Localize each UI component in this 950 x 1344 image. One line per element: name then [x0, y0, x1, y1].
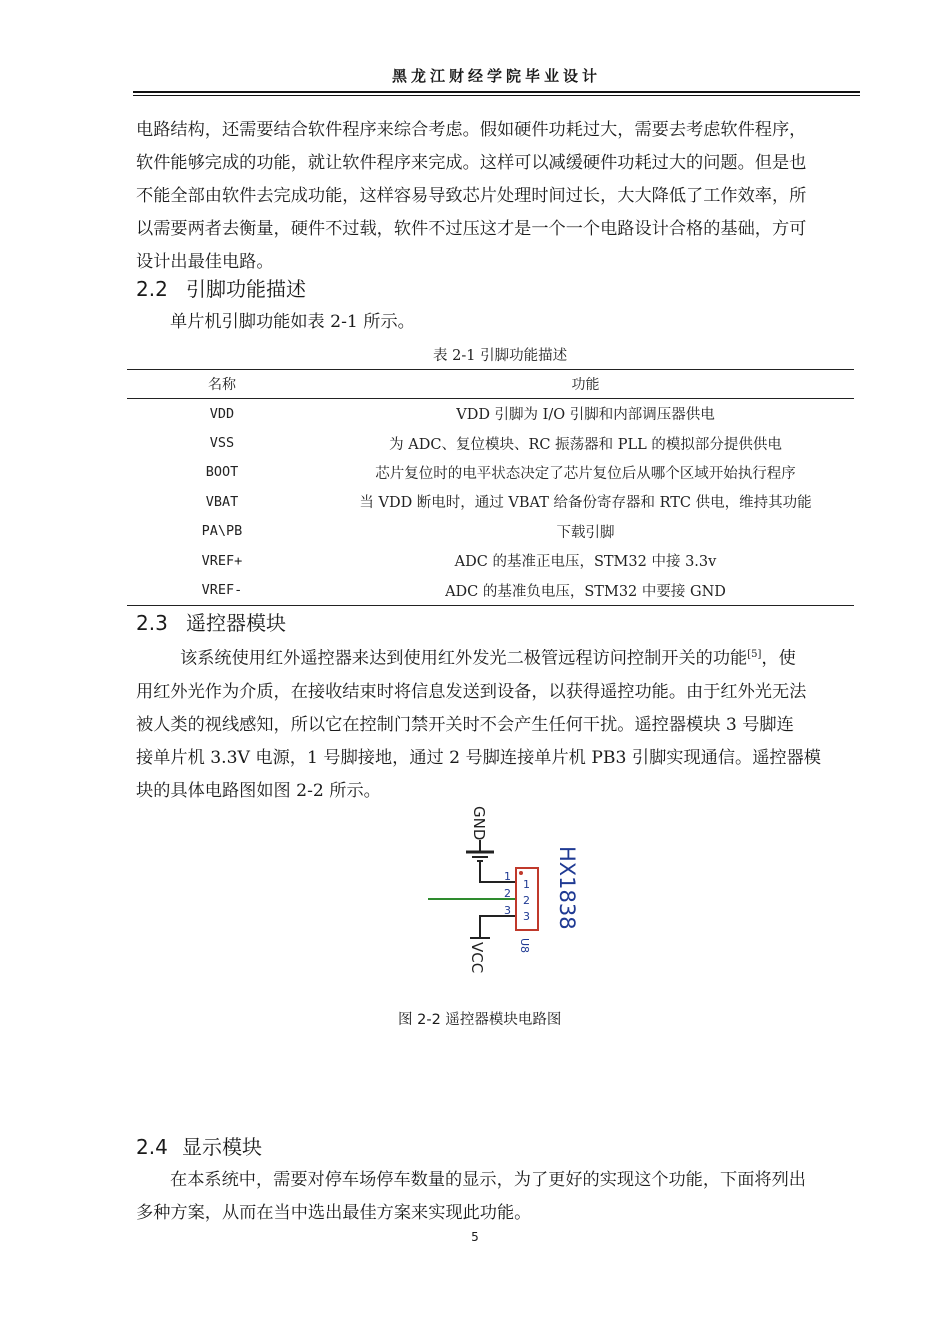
table-row	[127, 399, 854, 429]
pin-function-cell: ADC 的基准正电压，STM32 中接 3.3v	[454, 554, 717, 571]
pin-name-cell: VREF-	[127, 575, 317, 605]
section-title: 显示模块	[182, 1135, 262, 1159]
paragraph-line: 多种方案，从而在当中选出最佳方案来实现此功能。	[136, 1203, 532, 1223]
paragraph-text: ，使	[761, 648, 796, 669]
pin-function-cell: 为 ADC、复位模块、RC 振荡器和 PLL 的模拟部分提供供电	[389, 436, 782, 453]
intro-line: 以需要两者去衡量，硬件不过载，软件不过压这才是一个一个电路设计合格的基础，方可	[136, 219, 807, 239]
header-rule-thin	[133, 95, 860, 96]
table-row	[127, 546, 854, 575]
pin-function-cell: 芯片复位时的电平状态决定了芯片复位后从哪个区域开始执行程序	[375, 465, 796, 482]
pin-name-cell: VBAT	[205, 493, 239, 510]
circuit-diagram	[428, 800, 598, 980]
pin-function-cell: ADC 的基准负电压，STM32 中要接 GND	[317, 575, 854, 605]
section-number: 2.2	[136, 277, 168, 301]
paragraph-line: 块的具体电路图如图 2-2 所示。	[136, 780, 381, 801]
intro-line: 设计出最佳电路。	[136, 252, 274, 272]
paragraph-line: 被人类的视线感知，所以它在控制门禁开关时不会产生任何干扰。遥控器模块 3 号脚连	[136, 714, 794, 735]
citation-ref: [5]	[747, 649, 762, 660]
intro-line: 不能全部由软件去完成功能，这样容易导致芯片处理时间过长，大大降低了工作效率，所	[136, 186, 807, 206]
pin-number: 2	[504, 887, 511, 900]
page-number: 5	[471, 1230, 479, 1244]
section-title: 引脚功能描述	[186, 277, 306, 301]
paragraph-line: 在本系统中，需要对停车场停车数量的显示，为了更好的实现这个功能，下面将列出	[170, 1170, 806, 1190]
pin-number: 2	[523, 894, 530, 907]
section-heading-2-2	[136, 274, 306, 304]
pin-number: 3	[523, 910, 530, 923]
paragraph-line: 用红外光作为介质，在接收结束时将信息发送到设备，以获得遥控功能。由于红外光无法	[136, 681, 807, 702]
table-caption: 表 2-1 引脚功能描述	[433, 348, 568, 364]
pin-name-cell: VREF+	[201, 552, 243, 569]
gnd-label: GND	[470, 806, 488, 841]
paragraph-line: 接单片机 3.3V 电源，1 号脚接地，通过 2 号脚连接单片机 PB3 引脚实现通信。遥控器模	[136, 747, 821, 768]
table-row	[127, 517, 854, 546]
pin-name-cell: PA\PB	[201, 523, 243, 540]
pin-name-cell: VDD	[209, 405, 235, 422]
figure-caption: 图 2-2 遥控器模块电路图	[398, 1012, 562, 1028]
section-number: 2.4	[136, 1135, 168, 1159]
table-row	[127, 458, 854, 487]
pin-function-cell: VDD 引脚为 I/O 引脚和内部调压器供电	[456, 407, 715, 424]
section-heading-2-4	[136, 1132, 262, 1162]
table-header-function: 功能	[317, 370, 854, 399]
ir-receiver-circuit-figure	[428, 800, 598, 980]
table-header-name: 名称	[127, 370, 317, 399]
section-2-4-paragraph	[136, 1164, 860, 1230]
section-heading-2-3	[136, 608, 286, 638]
pin-number: 1	[523, 878, 530, 891]
section-number: 2.3	[136, 611, 168, 635]
pin-function-table	[127, 369, 854, 606]
pin1-marker	[519, 871, 523, 875]
intro-paragraph	[136, 114, 860, 279]
paragraph-line	[136, 638, 860, 676]
section-2-3-paragraph	[136, 638, 860, 808]
table-header-row	[127, 370, 854, 399]
table-row	[127, 428, 854, 457]
pin-name-cell: BOOT	[205, 464, 239, 481]
pin-function-cell: 下载引脚	[556, 524, 615, 541]
part-label: HX1838	[555, 846, 579, 930]
page-header-title: 黑龙江财经学院毕业设计	[391, 67, 601, 85]
intro-line: 软件能够完成的功能，就让软件程序来完成。这样可以减缓硬件功耗过大的问题。但是也	[136, 153, 807, 173]
section-2-2-text: 单片机引脚功能如表 2-1 所示。	[170, 312, 415, 332]
pin-number: 1	[504, 870, 511, 883]
header-rule-thick	[133, 91, 860, 93]
pin-number: 3	[504, 904, 511, 917]
vcc-label: VCC	[468, 942, 486, 974]
pin3-wire	[480, 916, 516, 938]
pin-name-cell: VSS	[209, 435, 235, 452]
paragraph-text: 该系统使用红外遥控器来达到使用红外发光二极管远程访问控制开关的功能	[180, 648, 748, 669]
ref-designator: U8	[518, 938, 531, 954]
table-row	[127, 487, 854, 516]
table-row	[127, 575, 854, 605]
section-title: 遥控器模块	[186, 611, 286, 635]
intro-line: 电路结构，还需要结合软件程序来综合考虑。假如硬件功耗过大，需要去考虑软件程序，	[136, 120, 807, 140]
pin-function-cell: 当 VDD 断电时，通过 VBAT 给备份寄存器和 RTC 供电，维持其功能	[359, 495, 812, 512]
